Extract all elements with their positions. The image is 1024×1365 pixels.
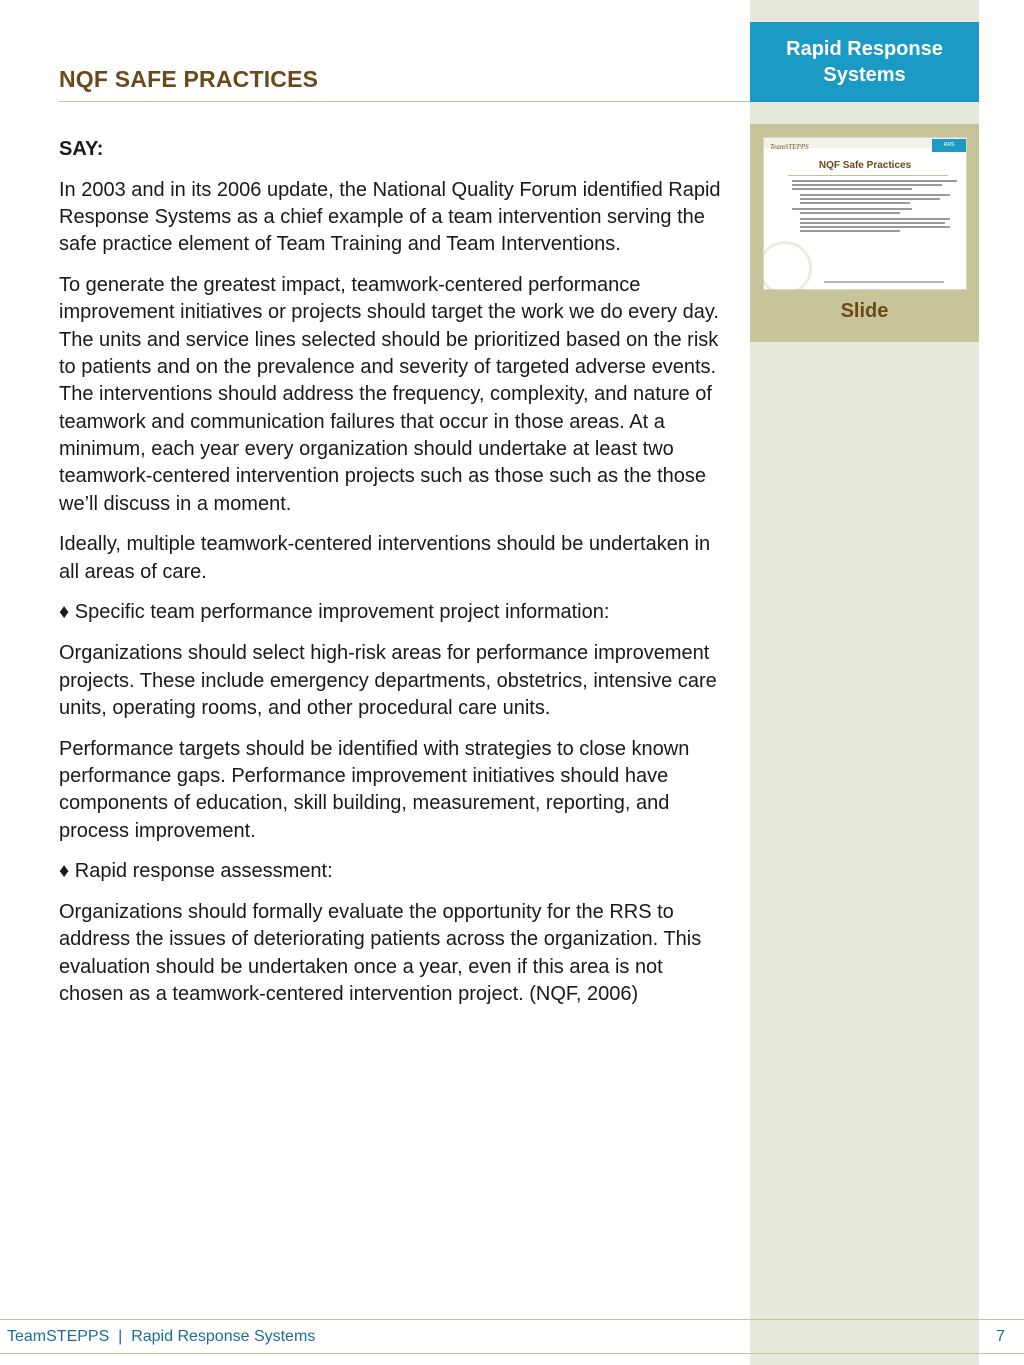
footer-divider-top bbox=[0, 1319, 1024, 1320]
slide-panel bbox=[750, 124, 979, 342]
thumbnail-watermark-icon bbox=[763, 241, 812, 290]
paragraph: Ideally, multiple teamwork-centered interventions should be undertaken in all areas of care. bbox=[59, 533, 711, 583]
slide-thumbnail[interactable] bbox=[763, 137, 967, 290]
footer-label: TeamSTEPPS | Rapid Response Systems bbox=[7, 1328, 316, 1345]
slide-caption: Slide bbox=[840, 300, 889, 322]
notes-body bbox=[59, 136, 731, 1022]
thumbnail-logo: TeamSTEPPS bbox=[770, 143, 809, 151]
paragraph: In 2003 and in its 2006 update, the National Quality Forum identified Rapid Response Systems as a chief example of a team intervention serving the safe practice element of Team Training and Team Interventions. bbox=[59, 178, 721, 256]
section-tab bbox=[750, 22, 979, 102]
page-title: NQF SAFE PRACTICES bbox=[59, 66, 319, 92]
thumbnail-rule bbox=[788, 175, 948, 176]
paragraph: Organizations should select high-risk areas for performance improvement projects. These include emergency departments, obstetrics, intensive care units, operating rooms, and other procedural care units. bbox=[59, 642, 717, 719]
thumbnail-tag: RRS bbox=[932, 139, 966, 152]
thumbnail-footer bbox=[824, 281, 944, 283]
bullet-heading: ♦ Specific team performance improvement project information: bbox=[59, 601, 610, 624]
title-divider bbox=[59, 101, 750, 102]
paragraph: To generate the greatest impact, teamwork-centered performance improvement initiatives or projects should target the work we do every day. The units and service lines selected should be prioritized based on the risk to patients and on the prevalence and severity of targeted adverse events. The interventions should address the frequency, complexity, and nature of teamwork and communication failures that occur in those areas. At a minimum, each year every organization should undertake at least two teamwork-centered intervention projects such as those such as the those we’ll discuss in a moment. bbox=[59, 274, 719, 515]
section-tab-label: Rapid Response Systems bbox=[786, 38, 943, 86]
bullet-heading: ♦ Rapid response assessment: bbox=[59, 860, 333, 883]
paragraph: Performance targets should be identified with strategies to close known performance gaps. Performance improvement initiatives should have components of education, skill building, measurement, reporting, and process improvement. bbox=[59, 737, 690, 842]
say-label: SAY: bbox=[59, 138, 104, 160]
paragraph: Organizations should formally evaluate the opportunity for the RRS to address the issues of deteriorating patients across the organization. This evaluation should be undertaken once a year, even if this area is not chosen as a teamwork-centered intervention project. (NQF, 2006) bbox=[59, 901, 702, 1006]
thumbnail-text-lines bbox=[792, 180, 962, 234]
footer-divider-bottom bbox=[0, 1353, 1024, 1354]
thumbnail-title: NQF Safe Practices bbox=[818, 160, 912, 171]
page-number: 7 bbox=[996, 1328, 1005, 1345]
